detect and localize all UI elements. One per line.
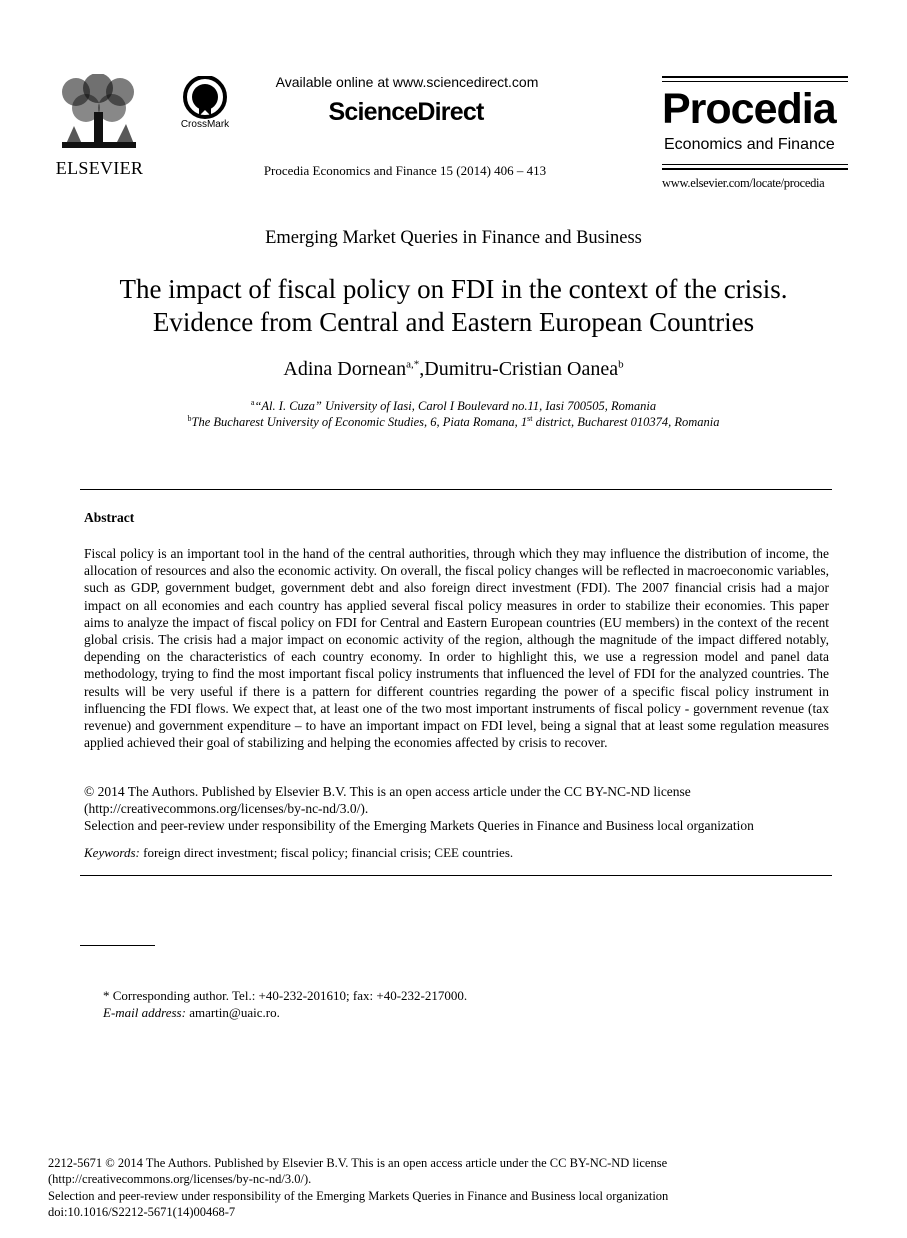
keywords	[84, 845, 829, 861]
elsevier-logo	[52, 74, 147, 179]
procedia-bottom-rule	[662, 164, 848, 170]
peer-review-note: Selection and peer-review under responsibility of the Emerging Markets Queries in Finance and Business local organization	[84, 818, 754, 833]
author-list	[0, 358, 907, 381]
abstract-bottom-rule	[80, 875, 832, 876]
corresponding-marker: *	[413, 358, 420, 371]
author-2: ,Dumitru-Cristian Oanea	[419, 358, 619, 380]
affiliation-a	[0, 398, 907, 414]
email-address[interactable]: amartin@uaic.ro.	[185, 1005, 280, 1020]
procedia-subtitle: Economics and Finance	[664, 136, 835, 153]
available-online-text: Available online at www.sciencedirect.com	[275, 74, 539, 90]
footer-doi[interactable]: doi:10.1016/S2212-5671(14)00468-7	[48, 1205, 236, 1219]
crossmark-badge[interactable]	[176, 76, 234, 136]
affiliation-b-text-end: district, Bucharest 010374, Romania	[532, 415, 720, 430]
affiliation-b-text: The Bucharest University of Economic Studies, 6, Piata Romana, 1	[191, 415, 528, 430]
author-1: Adina Dornean	[283, 358, 407, 380]
copyright-notice	[84, 783, 829, 834]
procedia-top-rule	[662, 76, 848, 82]
affiliation-b-ordinal: st	[527, 414, 533, 423]
affiliation-a-marker: a	[250, 398, 255, 407]
email-note	[103, 1005, 280, 1021]
copyright-line: © 2014 The Authors. Published by Elsevier B.V. This is an open access article under the CC BY-NC-ND license	[84, 784, 691, 799]
procedia-url-link[interactable]: www.elsevier.com/locate/procedia	[662, 176, 825, 190]
sciencedirect-logo[interactable]: ScienceDirect	[328, 98, 484, 126]
abstract-heading: Abstract	[84, 510, 135, 525]
abstract-body: Fiscal policy is an important tool in the hand of the central authorities, through which they may influence the distribution of income, the allocation of resources and also the economic activity. On overall, the fiscal policy changes will be reflected in macroeconomic variables, such as GDP, government budget, government debt and also foreign direct investment (FDI). The 2007 financial crisis had a major impact on all economies and each country has applied several fiscal policy measures in order to stabilize their economies. This paper aims to analyze the impact of fiscal policy on FDI for Central and Eastern European countries (EU members) in the context of the recent global crisis. The crisis had a major impact on economic activity of the region, although the magnitude of the impact differed notably, depending on the characteristics of each country economy. In order to highlight this, we use a regression model and panel data methodology, trying to find the most important fiscal policy instruments that influenced the level of FDI for the analyzed countries. The results will be very useful if there is a pattern for different countries regarding the power of a specific fiscal policy instrument in influencing the FDI flows. We expect that, at least one of the two most important instruments of fiscal policy - government revenue (tax revenue) and government expenditure – to have an important impact on FDI level, being a signal that at least some regulation measures applied achieved their goal of stabilizing and helping the economies affected by crisis to recover.	[84, 546, 829, 751]
abstract-top-rule	[80, 489, 832, 490]
affiliation-b	[0, 414, 907, 430]
license-link[interactable]: (http://creativecommons.org/licenses/by-nc-nd/3.0/).	[84, 801, 369, 816]
paper-title-line-1: The impact of fiscal policy on FDI in the context of the crisis.	[119, 274, 788, 304]
elsevier-tree-icon	[56, 74, 142, 152]
keywords-label: Keywords:	[84, 845, 140, 860]
author-1-affiliation: a,	[406, 358, 414, 371]
keywords-list: foreign direct investment; fiscal policy; financial crisis; CEE countries.	[139, 845, 514, 860]
footer-license-link[interactable]: (http://creativecommons.org/licenses/by-nc-nd/3.0/).	[48, 1172, 312, 1186]
affiliation-b-marker: b	[187, 414, 192, 423]
footer-peer-review: Selection and peer-review under responsibility of the Emerging Markets Queries in Finance and Business local organization	[48, 1189, 669, 1203]
author-2-affiliation: b	[618, 358, 624, 371]
email-label: E-mail address:	[103, 1005, 186, 1020]
footer-issn-copyright: 2212-5671 © 2014 The Authors. Published by Elsevier B.V. This is an open access article under the CC BY-NC-ND license	[48, 1156, 668, 1170]
affiliation-a-text: “Al. I. Cuza” University of Iasi, Carol I Boulevard no.11, Iasi 700505, Romania	[254, 399, 657, 414]
corresponding-author-note: * Corresponding author. Tel.: +40-232-201610; fax: +40-232-217000.	[103, 988, 468, 1003]
procedia-title: Procedia	[662, 85, 836, 133]
elsevier-wordmark: ELSEVIER	[55, 158, 144, 178]
crossmark-icon	[176, 76, 234, 120]
journal-reference: Procedia Economics and Finance 15 (2014) 406 – 413	[263, 163, 547, 178]
paper-title	[60, 273, 847, 339]
footnote-rule	[80, 945, 155, 946]
crossmark-label: CrossMark	[180, 119, 230, 130]
paper-title-line-2: Evidence from Central and Eastern European Countries	[152, 307, 755, 337]
conference-name: Emerging Market Queries in Finance and Business	[265, 228, 642, 248]
